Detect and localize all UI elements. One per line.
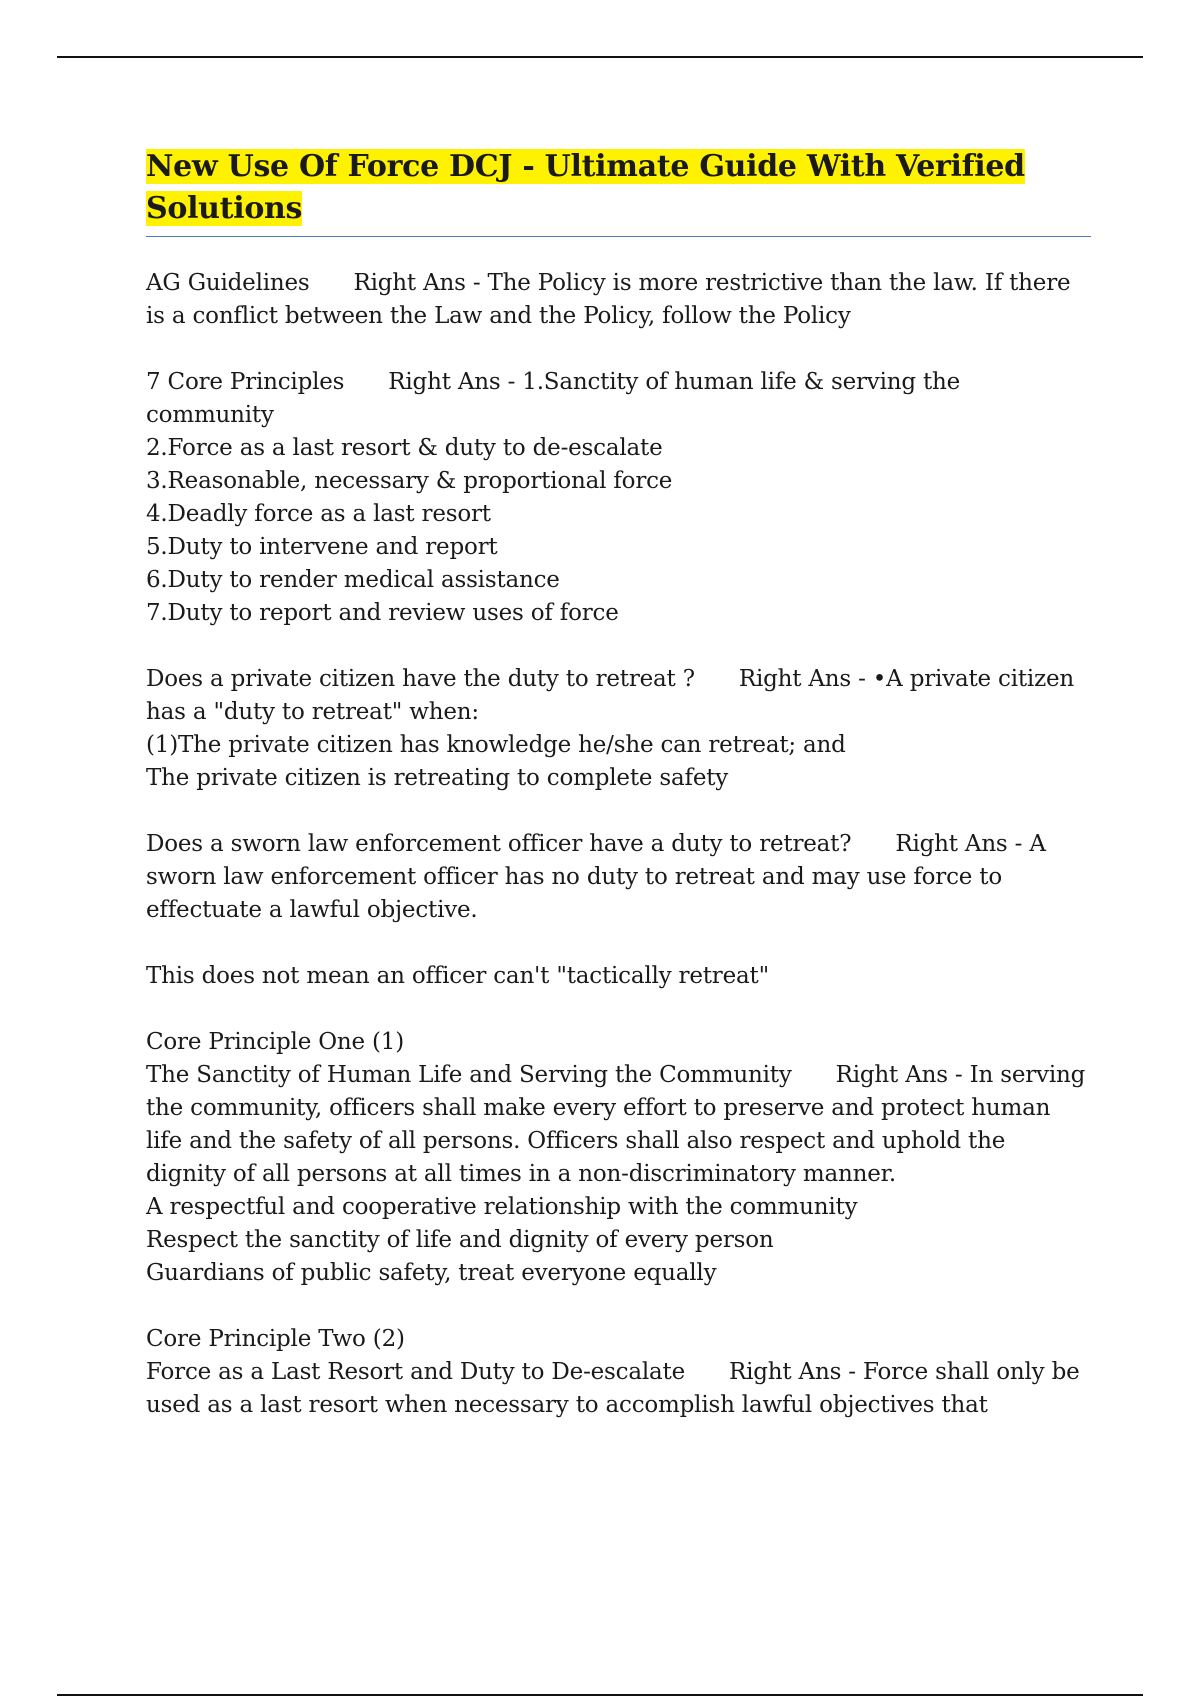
qa-answer: Right Ans - Force shall only be used as a last resort when necessary to accomplish lawful objectives that: [146, 1359, 1080, 1418]
qa-item: [146, 828, 1091, 927]
qa-answer-line: The private citizen is retreating to complete safety: [146, 765, 729, 791]
qa-question: Core Principle One (1) The Sanctity of Human Life and Serving the Community: [146, 1029, 792, 1088]
qa-question: Does a private citizen have the duty to retreat ?: [146, 666, 695, 692]
qa-answer-line: 3.Reasonable, necessary & proportional force: [146, 468, 673, 494]
qa-answer: Right Ans - A sworn law enforcement officer has no duty to retreat and may use force to effectuate a lawful objective.: [146, 831, 1046, 923]
qa-note-text: This does not mean an officer can't "tactically retreat": [146, 963, 769, 989]
title-highlight: New Use Of Force DCJ - Ultimate Guide With Verified Solutions: [146, 149, 1025, 226]
footer-rule: [57, 1694, 1143, 1696]
qa-answer-line: Respect the sanctity of life and dignity of every person: [146, 1227, 774, 1253]
qa-answer-line: 7.Duty to report and review uses of force: [146, 600, 619, 626]
qa-answer: Right Ans - The Policy is more restrictive than the law. If there is a conflict between the Law and the Policy, follow the Policy: [146, 270, 1071, 329]
qa-question: Core Principle Two (2) Force as a Last Resort and Duty to De-escalate: [146, 1326, 685, 1385]
qa-item: [146, 663, 1091, 795]
qa-item: [146, 1323, 1091, 1422]
qa-item: [146, 267, 1091, 333]
qa-answer-line: 4.Deadly force as a last resort: [146, 501, 491, 527]
qa-question: AG Guidelines: [146, 270, 310, 296]
document-title: [146, 146, 1091, 237]
document-body: [146, 146, 1091, 1422]
qa-answer-line: (1)The private citizen has knowledge he/she can retreat; and: [146, 732, 846, 758]
qa-answer-line: A respectful and cooperative relationship with the community: [146, 1194, 858, 1220]
qa-answer: Right Ans - 1.Sanctity of human life & serving the community: [146, 369, 961, 428]
qa-answer: Right Ans - In serving the community, officers shall make every effort to preserve and protect human life and the safety of all persons. Officers shall also respect and uphold the dignity of all persons at all times in a non-discriminatory manner.: [146, 1062, 1086, 1187]
qa-answer-line: Guardians of public safety, treat everyone equally: [146, 1260, 717, 1286]
qa-question: Does a sworn law enforcement officer have a duty to retreat?: [146, 831, 852, 857]
qa-item: [146, 366, 1091, 630]
qa-answer-line: 2.Force as a last resort & duty to de-escalate: [146, 435, 663, 461]
qa-answer-line: 5.Duty to intervene and report: [146, 534, 498, 560]
qa-question: 7 Core Principles: [146, 369, 345, 395]
qa-item: [146, 1026, 1091, 1290]
qa-answer: Right Ans - •A private citizen has a "duty to retreat" when:: [146, 666, 1075, 725]
header-rule: [57, 56, 1143, 58]
qa-answer-line: 6.Duty to render medical assistance: [146, 567, 560, 593]
qa-note: [146, 960, 1091, 993]
